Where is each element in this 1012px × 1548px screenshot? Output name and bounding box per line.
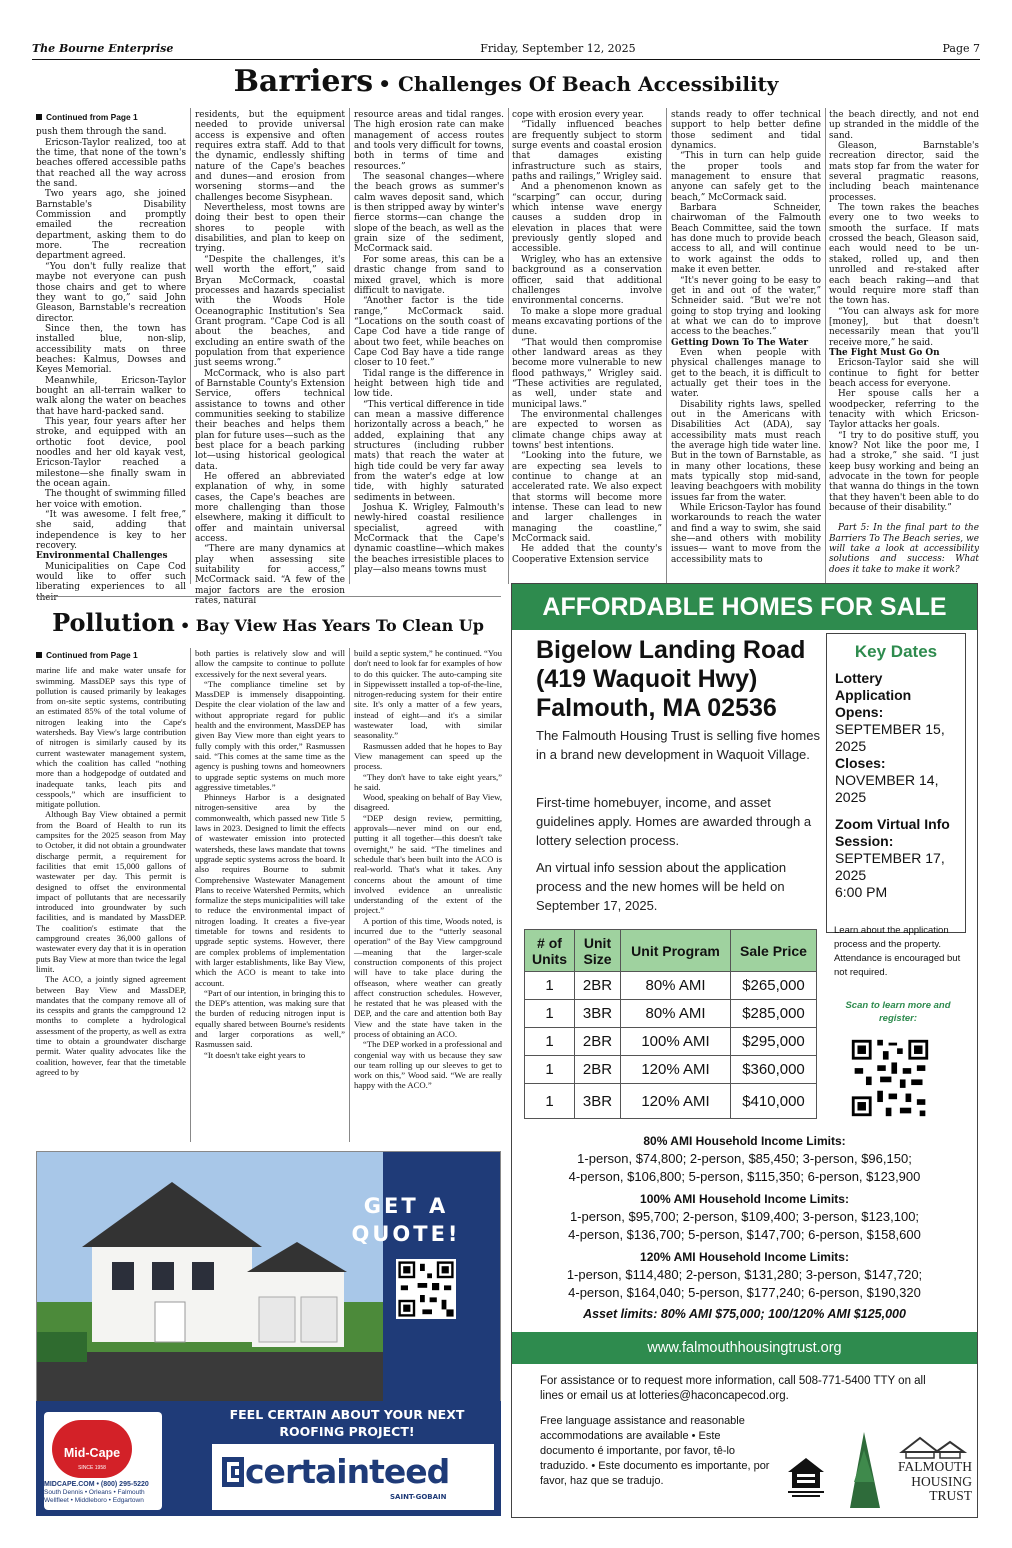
paragraph: The thought of swimming filled her voice with emotion. — [36, 489, 186, 510]
midcape-brand: Mid-Cape — [63, 1446, 121, 1460]
bullet-square-icon — [36, 652, 42, 658]
issue-date: Friday, September 12, 2025 — [480, 42, 636, 55]
barriers-headline — [0, 64, 1012, 102]
paragraph: “That would then compromise other landward areas as they become more vulnerable to new flood pathways,” Wrigley said. “These activities are regulated, as well, under state and municipal laws.” — [512, 337, 662, 410]
certainteed-mark-icon — [222, 1457, 244, 1487]
paragraph: “DEP design review, permitting, approvals—never mind on our end, putting it all together—this doesn't take overnight,” he said. “The timelines and schedule that's been built into the ACO is real-world. That's what it takes. Any concerns about the amount of time involved evidence an unrealistic understanding of the extent of the project.” — [354, 812, 502, 916]
paragraph: Nevertheless, most towns are doing their best to open their shores to people with disabilities, and plan to keep on trying. — [195, 203, 345, 255]
column-divider — [666, 108, 667, 584]
table-row — [525, 1056, 817, 1084]
paragraph: Disability rights laws, spelled out in the Americans with Disabilities Act (ADA), say accessibility mats must reach the average high tide water line. But in the town of Barnstable, as in many other locations, these mats typically stop mid-sand, leaving beachgoers with mobility issues far from the water. — [671, 399, 821, 503]
assistance-text: For assistance or to request more information, call 508-771-5400 TTY on all lines or email us at lotteries@haconcapecod.org. — [540, 1375, 926, 1402]
continued-from-label: Continued from Page 1 — [36, 650, 186, 660]
logo-line: TRUST — [929, 1488, 972, 1503]
masthead — [32, 42, 980, 58]
barriers-subhead: • Challenges Of Beach Accessibility — [378, 72, 779, 96]
paragraph: Two years ago, she joined Barnstable's Disability Commission and promptly emailed the recreation department, asking them to do more. The recreation department agreed. — [36, 189, 186, 262]
table-cell: 1 — [525, 1000, 575, 1028]
quote-line: GET A — [363, 1194, 449, 1218]
table-cell: 1 — [525, 1084, 575, 1119]
table-cell: 120% AMI — [621, 1056, 731, 1084]
paragraph: Municipalities on Cape Cod would like to offer such liberating experiences to all their — [36, 561, 186, 603]
paragraph: “Despite the challenges, it's well worth the effort,” said Bryan McCormack, coastal processes and hazards specialist with the Woods Hole Oceanographic Institution's Sea Grant program. “Cape Cod is all about the beaches, and excluding an entire swath of the population from that experience just seems wrong.” — [195, 254, 345, 369]
paragraph: resource areas and tidal ranges. The high erosion rate can make management of access routes and tools very difficult for towns, both in terms of time and resources.” — [354, 110, 504, 172]
masthead-rule — [32, 59, 980, 60]
table-cell: 1 — [525, 972, 575, 1000]
table-cell: $295,000 — [731, 1028, 817, 1056]
barriers-col-1 — [36, 112, 186, 603]
paper-name: The Bourne Enterprise — [32, 42, 174, 55]
paragraph: marine life and make water unsafe for swimming. MassDEP says this type of pollution is caused primarily by leakages from on-site septic systems, contributing an estimated 85% of the total volume of nitrogen leaking into the Cape's watersheds. Bay View's large contribution of nitrogen is similarly caused by its current wastewater management system, which the coalition has called “nothing more than a hodgepodge of outdated and inadequate tanks, leach pits and cesspools,” which are insufficient to mitigate pollution. — [36, 665, 186, 810]
midcape-contact-line: Wellfleet • Middleboro • Edgartown — [44, 1497, 144, 1504]
paragraph: “You don't fully realize that maybe not everyone can push those chairs and get to where they want to go,” said John Gleason, Barnstable's recreation director. — [36, 261, 186, 324]
paragraph: “It was awesome. I felt free,” she said, adding that independence is key to her recovery. — [36, 510, 186, 552]
paragraph: cope with erosion every year. — [512, 110, 644, 120]
table-cell: $410,000 — [731, 1084, 817, 1119]
table-cell: 120% AMI — [621, 1084, 731, 1119]
zoom-value: SEPTEMBER 17, 2025 — [835, 850, 945, 883]
paragraph: Since then, the town has installed blue, non-slip, accessibility mats on three beaches: Kalmus, Dowses and Keyes Memorial. — [36, 323, 186, 376]
table-cell: 80% AMI — [621, 972, 731, 1000]
section-subhead: Getting Down To The Water — [671, 337, 809, 348]
barriers-col-6 — [829, 110, 979, 584]
table-header-row — [525, 930, 817, 972]
page-number: Page 7 — [942, 42, 980, 55]
paragraph: both parties is relatively slow and will allow the campsite to continue to pollute excessively for the next several years. — [195, 648, 345, 679]
paragraph: build a septic system,” he continued. “You don't need to look far for examples of how to do this quicker. The auto-camping site in Sippewissett installed a top-of-the-line, nitrogen-reducing system for their entire site. It's only a matter of a few years, instead of eight—and it's a similar wastewater load, with similar seasonality.” — [354, 648, 502, 741]
column-divider — [349, 108, 350, 584]
table-header: # of Units — [525, 930, 575, 972]
paragraph: residents, but the equipment needed to provide universal access is expensive and often requires extra staff. Add to that the dynamic, endlessly shifting nature of the Cape's beaches and dunes—and erosion from worsening storms—and the challenges become Sisyphean. — [195, 110, 345, 203]
paragraph: “Tidally influenced beaches are frequently subject to storm surge events and coastal erosion that damages existing infrastructure such as stairs, paths and railings,” Wrigley said. — [512, 120, 662, 183]
asset-limits: Asset limits: 80% AMI $75,000; 100/120% AMI $125,000 — [583, 1307, 906, 1321]
table-row — [525, 972, 817, 1000]
limits-line: 1-person, $95,700; 2-person, $109,400; 3-person, $123,100; — [569, 1209, 920, 1224]
series-note: Part 5: In the final part to the Barriers To The Beach series, we will take a look at accessibility solutions and success: What does it take to make it work? — [829, 523, 979, 575]
paragraph: Tidal range is the difference in height between high tide and low tide. — [354, 368, 504, 400]
table-cell: 3BR — [575, 1000, 621, 1028]
ad-lead-3: An virtual info session about the application process and the new homes will be held on September 17, 2025. — [536, 860, 787, 913]
paragraph: “It doesn't take eight years to — [204, 1049, 306, 1060]
key-dates-box — [826, 633, 966, 933]
table-cell: 2BR — [575, 1028, 621, 1056]
table-cell: $285,000 — [731, 1000, 817, 1028]
ad-title-line: (419 Waquoit Hwy) — [536, 665, 758, 693]
income-limits-80 — [511, 1133, 978, 1186]
pollution-col-1 — [36, 650, 186, 1144]
paragraph: While Ericson-Taylor has found workarounds to reach the water and find a way to swim, she said she—and others with mobility issues— want to move from the accessibility mats to — [671, 503, 821, 565]
ad-title-line: Falmouth, MA 02536 — [536, 694, 777, 722]
table-header: Unit Size — [575, 930, 621, 972]
tagline-line: ROOFING PROJECT! — [279, 1424, 415, 1439]
paragraph: Ericson-Taylor realized, too at the time, that none of the town's beaches offered accessible paths that reached all the way across the sand. — [36, 137, 186, 190]
barriers-col-4 — [512, 110, 662, 584]
language-text: Free language assistance and reasonable accommodations are available • Este documento é importante, por favor, tê-lo traduzido. • Este documento es importante, por favor, haz que se tradujo. — [540, 1415, 770, 1487]
certainteed-wordmark: certainteed — [245, 1452, 450, 1491]
pollution-headline — [40, 608, 496, 642]
closes-label: Closes: — [835, 755, 886, 771]
table-cell: 3BR — [575, 1084, 621, 1119]
column-divider — [508, 108, 509, 584]
paragraph: McCormack, who is also part of Barnstable County's Extension Service, offers technical assistance to towns and other communities seeking to stabilize their beaches and helps them plan for future uses—such as the best place for a beach parking lot—using historical geological data. — [195, 368, 345, 472]
paragraph: A portion of this time, Woods noted, is incurred due to the “utterly seasonal operation” of the Bay View campground—meaning that the larger-scale construction components of this project will have to take place during the offseason, where weather can greatly affect construction schedules. However, he restated that he was pleased with the DEP, and the care and attention both Bay View and the state have taken in the process of obtaining an ACO. — [354, 915, 502, 1039]
table-cell: 2BR — [575, 1056, 621, 1084]
units-table — [524, 929, 817, 1119]
trust-website-link[interactable]: www.falmouthhousingtrust.org — [512, 1332, 977, 1364]
paragraph: Her spouse calls her a woodpecker, referring to the tenacity with which Ericson-Taylor attacks her goals. — [829, 389, 979, 431]
tagline-line: FEEL CERTAIN ABOUT YOUR NEXT — [229, 1407, 465, 1422]
paragraph: Meanwhile, Ericson-Taylor bought an all-terrain walker to walk along the water on beaches that have hard-packed sand. — [36, 375, 186, 417]
midcape-contact-line: MIDCAPE.COM • (800) 295-5220 — [44, 1481, 149, 1488]
paragraph: Although Bay View obtained a permit from the Board of Health to run its campsites for the 2025 season from May to October, it did not obtain a groundwater discharge permit, a requirement for facilities that emit 15,000 gallons of wastewater per day. This permit is designed to offset the environmental impact of pollutants that are necessarily introduced into groundwater by such facilities, and is mandated by MassDEP. The coalition's estimate that the campground creates 36,000 gallons of wastewater every day that it is in operation puts Bay View at more than twice the legal limit. — [36, 809, 186, 974]
logo-line: FALMOUTH — [898, 1459, 972, 1474]
pollution-subhead: • Bay View Has Years To Clean Up — [179, 616, 484, 635]
paragraph: Even when people with physical challenges manage to get to the beach, it is difficult to actually get their toes in the water. — [671, 347, 821, 400]
limits-line: 1-person, $114,480; 2-person, $131,280; 3-person, $147,720; — [566, 1267, 923, 1282]
paragraph: He added that the county's Cooperative Extension service — [512, 544, 662, 565]
paragraph: Gleason, Barnstable's recreation director, said the mats stop far from the water for several pragmatic reasons, including beach maintenance processes. — [829, 141, 979, 203]
qr-code-icon[interactable] — [849, 1037, 931, 1119]
paragraph: “The compliance timeline set by MassDEP is immensely disappointing. Despite the clear violation of the law and without appropriate regard for public health and the environment, MassDEP has given Bay View more than eight years to fully comply with this order,” Rasmussen said. “This comes at the same time as the agency is pushing towns and homeowners to upgrade septic systems on much more aggressive timetables.” — [195, 678, 345, 792]
paragraph: stands ready to offer technical support to help better define those sediment and tidal dynamics. — [671, 110, 821, 152]
paragraph: “There are many dynamics at play when assessing site suitability for access,” McCormack said. “A few of the major factors are the erosion rates, natural — [195, 544, 345, 607]
paragraph: “It's never going to be easy to get in and out of the water,” Schneider said. “But we're not going to stop trying and looking at what we can do to improve access to the beaches.” — [671, 275, 821, 338]
income-limits-100 — [511, 1191, 978, 1244]
ad-lead-2: First-time homebuyer, income, and asset guidelines apply. Homes are awarded through a lottery selection process. — [536, 795, 812, 848]
table-cell: 1 — [525, 1028, 575, 1056]
paragraph: The seasonal changes—where the beach grows as summer's calm waves deposit sand, which is then stripped away by winter's fierce storms—can change the slope of the beach, as well as the grain size of the sediment, McCormack said. — [354, 172, 504, 255]
ad-lead-1: The Falmouth Housing Trust is selling five homes in a brand new development in Waquoit Village. — [536, 728, 820, 762]
paragraph: Wood, speaking on behalf of Bay View, disagreed. — [354, 792, 502, 813]
house-photo — [37, 1152, 383, 1402]
pollution-title: Pollution — [52, 608, 175, 637]
zoom-label: Zoom Virtual Info Session: — [835, 816, 950, 849]
get-a-quote-text — [346, 1192, 466, 1248]
pollution-col-3 — [354, 648, 502, 1144]
table-header: Sale Price — [731, 930, 817, 972]
column-divider — [190, 108, 191, 584]
continued-from-label: Continued from Page 1 — [36, 112, 186, 122]
paragraph: To make a slope more gradual means excavating portions of the dune. — [512, 306, 662, 338]
paragraph: “Another factor is the tide range,” McCormack said. “Locations on the south coast of Cape Cod have a tide range of about two feet, while beaches on Cape Cod Bay have a tide range closer to 10 feet.” — [354, 296, 504, 369]
table-cell: 1 — [525, 1056, 575, 1084]
midcape-since: SINCE 1958 — [78, 1465, 106, 1471]
pollution-col-2 — [195, 648, 345, 1144]
midcape-contact — [44, 1481, 174, 1505]
table-cell: 80% AMI — [621, 1000, 731, 1028]
paragraph: “Part of our intention, in bringing this to the DEP's attention, was making sure that the burden of reducing nitrogen input is equally shared between Bourne's residents and larger corporations as well,” Rasmussen said. — [195, 987, 345, 1050]
table-row — [525, 1000, 817, 1028]
opens-value: SEPTEMBER 15, 2025 — [835, 721, 945, 754]
paragraph: “The DEP worked in a professional and congenial way with us because they saw our team rolling up our sleeves to get to work on this,” Wood said. “We are really happy with the ACO.” — [354, 1039, 502, 1091]
barriers-col-3 — [354, 110, 504, 584]
column-divider — [190, 648, 191, 1142]
limits-line: 1-person, $74,800; 2-person, $85,450; 3-person, $96,150; — [577, 1151, 912, 1166]
paragraph: He offered an abbreviated explanation of why, in some cases, the Cape's beaches are more challenging than those elsewhere, making it difficult to offer and maintain universal access. — [195, 472, 345, 545]
paragraph: “I try to do positive stuff, you know? Not like the poor me, I had a stroke,” she said. “I just keep busy working and being an advocate in the town for people that wanna do things in the town that they haven't been able to do because of their disability.” — [829, 430, 979, 514]
quote-line: QUOTE! — [351, 1222, 461, 1246]
midcape-contact-line: South Dennis • Orleans • Falmouth — [44, 1489, 145, 1496]
paragraph: The town rakes the beaches every one to two weeks to smooth the surface. If mats crossed the beach, Gleason said, each would need to be un-staked, rolled up, and then unrolled and re-staked after each beach raking—and that would require more staff than the town has. — [829, 203, 979, 307]
section-subhead: The Fight Must Go On — [829, 347, 940, 358]
opens-label: Lottery Application Opens: — [835, 670, 912, 720]
key-dates-title: Key Dates — [854, 642, 938, 661]
paragraph: Joshua K. Wrigley, Falmouth's newly-hired coastal resilience specialist, agreed with McCormack that the Cape's dynamic coastline—which makes the beaches irresistible places to play—also means towns must — [354, 503, 504, 576]
paragraph: For some areas, this can be a drastic change from sand to mixed gravel, which is more difficult to navigate. — [354, 254, 504, 296]
barriers-col-2 — [195, 110, 345, 607]
falmouth-housing-trust-name — [860, 1460, 972, 1504]
logo-line: HOUSING — [911, 1473, 972, 1489]
paragraph: “They don't have to take eight years,” he said. — [354, 771, 502, 792]
paragraph: This year, four years after her stroke, and equipped with an orthotic foot device, pool noodles and her old kayak vest, Ericson-Taylor reached a milestone—she finally swam in the ocean again. — [36, 416, 186, 490]
limits-title: 120% AMI Household Income Limits: — [640, 1250, 849, 1264]
paragraph: Ericson-Taylor said she will continue to fight for better beach access for everyone. — [829, 358, 979, 389]
table-header: Unit Program — [621, 930, 731, 972]
saint-gobain-text: SAINT-GOBAIN — [390, 1493, 447, 1501]
table-cell: $360,000 — [731, 1056, 817, 1084]
table-row — [525, 1084, 817, 1119]
table-cell: $265,000 — [731, 972, 817, 1000]
limits-line: 4-person, $164,040; 5-person, $177,240; 6-person, $190,320 — [568, 1285, 921, 1300]
column-divider — [825, 108, 826, 584]
table-cell: 2BR — [575, 972, 621, 1000]
closes-value: NOVEMBER 14, 2025 — [835, 772, 939, 805]
limits-title: 80% AMI Household Income Limits: — [643, 1134, 846, 1148]
scan-note: Scan to learn more and register: — [845, 1000, 951, 1024]
paragraph: Phinneys Harbor is a designated nitrogen-sensitive area by the commonwealth, which passed new Title 5 laws in 2023. Designed to limit the effects of wastewater emission into protected watersheds, these laws mandate that towns upgrade septic systems across the board. It also requires Bourne to submit Comprehensive Wastewater Management Plans to receive Watershed Permits, which formalize the steps municipalities will take to reduce the environmental impact of nitrogen loading. It creates a five-year timetable for towns and residents to upgrade septic systems. However, there are complex problems of implementation with larger establishments, like Bay View, which the ACO is meant to take into account. — [195, 792, 345, 988]
paragraph: The ACO, a jointly signed agreement between Bay View and MassDEP, mandates that the company remove all of its cesspits and grants the campground 12 months to complete a hydrological assessment of the property, as well as extra time to obtain a groundwater discharge permit. Water quality advocates like the coalition, however, fear that the timetable agreed to by — [36, 974, 186, 1077]
paragraph: Wrigley, who has an extensive background as a conservation officer, said that additional challenges involve environmental concerns. — [512, 254, 662, 307]
paragraph: Rasmussen added that he hopes to Bay View management can speed up the process. — [354, 740, 502, 772]
paragraph: the beach directly, and not end up stranded in the middle of the sand. — [829, 110, 979, 141]
limits-line: 4-person, $106,800; 5-person, $115,350; 6-person, $123,900 — [568, 1169, 921, 1184]
paragraph: push them through the sand. — [36, 127, 167, 138]
ad-title — [536, 636, 826, 723]
barriers-col-5 — [671, 110, 821, 584]
barriers-title: Barriers — [233, 64, 374, 99]
attendance-note: Learn about the application process and the property. Attendance is encouraged but not required. — [834, 925, 961, 978]
ad-title-line: Bigelow Landing Road — [536, 636, 806, 664]
table-row — [525, 1028, 817, 1056]
section-subhead: Environmental Challenges — [36, 551, 168, 562]
paragraph: And a phenomenon known as “scarping” can occur, during which intense wave energy causes a sudden drop in elevation in places that were previously gently sloped and accessible. — [512, 182, 662, 255]
section-rule — [36, 596, 501, 597]
paragraph: “This in turn can help guide the proper tools and management to ensure that anyone can safely get to the beach,” McCormack said. — [671, 151, 821, 203]
roofing-qr-code-icon[interactable] — [396, 1259, 456, 1319]
table-cell: 100% AMI — [621, 1028, 731, 1056]
paragraph: “You can always ask for more [money], but that doesn't necessarily mean that you'll receive more,” he said. — [829, 306, 979, 348]
paragraph: “This vertical difference in tide can mean a massive difference horizontally across a beach,” he added, explaining that any structures (including rubber mats) that reach the water at high tide could be very far away from the water's edge at low tide, with highly saturated sediments in between. — [354, 399, 504, 503]
limits-line: 4-person, $136,700; 5-person, $147,700; 6-person, $158,600 — [568, 1227, 921, 1242]
equal-housing-opportunity-icon — [786, 1456, 826, 1500]
income-limits-120 — [511, 1249, 978, 1302]
zoom-time: 6:00 PM — [835, 884, 888, 900]
limits-title: 100% AMI Household Income Limits: — [640, 1192, 849, 1206]
column-divider — [349, 648, 350, 1142]
paragraph: “Looking into the future, we are expecting sea levels to continue to change at an accelerated rate. We also expect that storms will become more intense. These can lead to new and larger challenges in managing the coastline,” McCormack said. — [512, 451, 662, 545]
ad-banner: AFFORDABLE HOMES FOR SALE — [512, 584, 977, 630]
paragraph: The environmental challenges are expected to worsen as climate change chips away at towns' best intentions. — [512, 409, 662, 451]
paragraph: Barbara Schneider, chairwoman of the Falmouth Beach Committee, said the town has done much to provide beach access to all, and will continue to work against the odds to make it even better. — [671, 203, 821, 276]
roofing-tagline — [212, 1406, 482, 1440]
bullet-square-icon — [36, 114, 42, 120]
